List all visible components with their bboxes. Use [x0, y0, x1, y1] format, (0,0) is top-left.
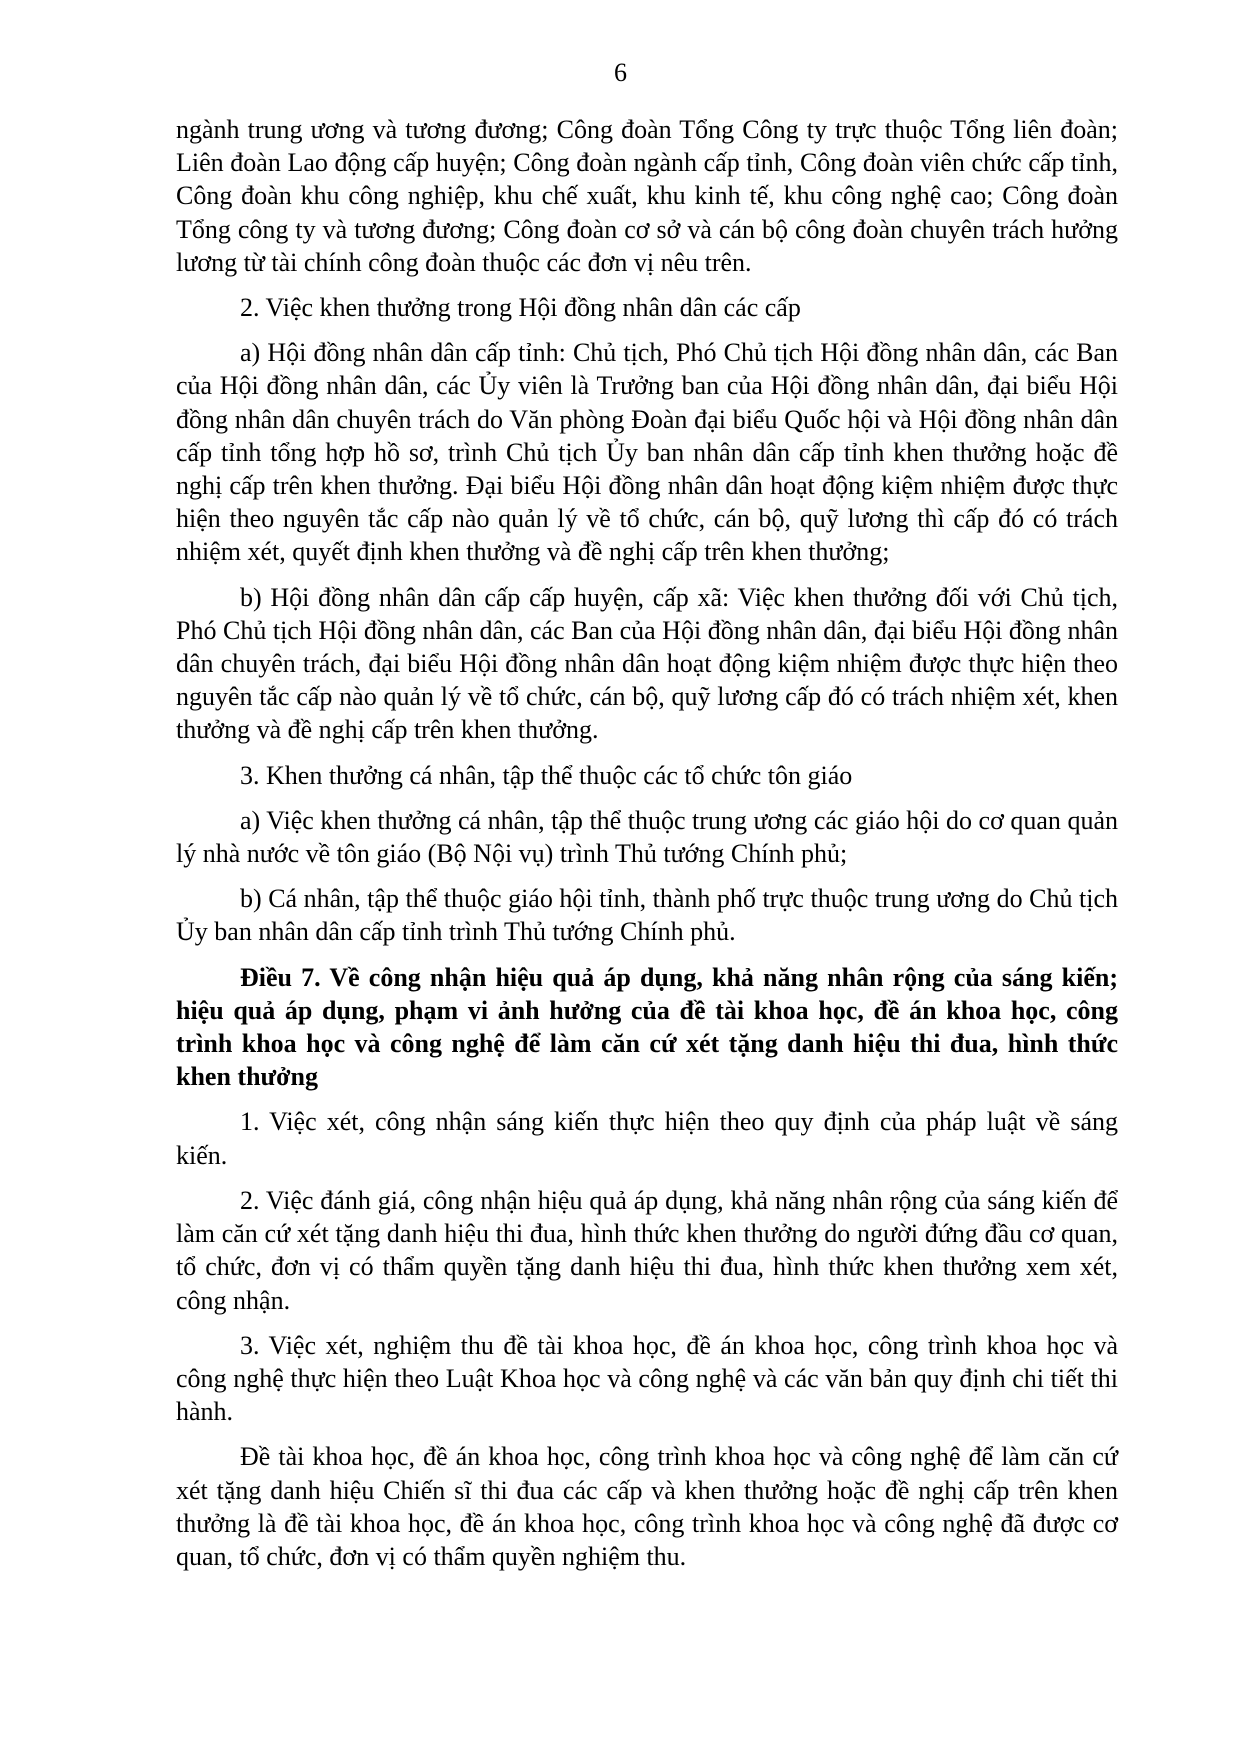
article-7-closing-paragraph: Đề tài khoa học, đề án khoa học, công trình khoa học và công nghệ để làm căn cứ xét tặng danh hiệu Chiến sĩ thi đua các cấp và khen thưởng hoặc đề nghị cấp trên khen thưởng là đề tài khoa học, đề án khoa học, công trình khoa học và công nghệ đã được cơ quan, tổ chức, đơn vị có thẩm quyền nghiệm thu.: [176, 1442, 1118, 1571]
section-3-title: 3. Khen thưởng cá nhân, tập thể thuộc các tổ chức tôn giáo: [240, 760, 853, 790]
section-2-title: 2. Việc khen thưởng trong Hội đồng nhân dân các cấp: [240, 293, 801, 323]
section-3a-paragraph: a) Việc khen thưởng cá nhân, tập thể thuộc trung ương các giáo hội do cơ quan quản lý nhà nước về tôn giáo (Bộ Nội vụ) trình Thủ tướng Chính phủ;: [176, 805, 1118, 869]
document-body: [176, 113, 1118, 1585]
paragraph-continuation: ngành trung ương và tương đương; Công đoàn Tổng Công ty trực thuộc Tổng liên đoàn; Liên đoàn Lao động cấp huyện; Công đoàn ngành cấp tỉnh, Công đoàn viên chức cấp tỉnh, Công đoàn khu công nghiệp, khu chế xuất, khu kinh tế, khu công nghệ cao; Công đoàn Tổng công ty và tương đương; Công đoàn cơ sở và cán bộ công đoàn chuyên trách hưởng lương từ tài chính công đoàn thuộc các đơn vị nêu trên.: [176, 115, 1118, 277]
article-7-item-2: 2. Việc đánh giá, công nhận hiệu quả áp dụng, khả năng nhân rộng của sáng kiến để làm căn cứ xét tặng danh hiệu thi đua, hình thức khen thưởng do người đứng đầu cơ quan, tổ chức, đơn vị có thẩm quyền tặng danh hiệu thi đua, hình thức khen thưởng xem xét, công nhận.: [176, 1185, 1118, 1315]
section-2a-paragraph: a) Hội đồng nhân dân cấp tỉnh: Chủ tịch, Phó Chủ tịch Hội đồng nhân dân, các Ban của Hội đồng nhân dân, các Ủy viên là Trưởng ban của Hội đồng nhân dân, đại biểu Hội đồng nhân dân chuyên trách do Văn phòng Đoàn đại biểu Quốc hội và Hội đồng nhân dân cấp tỉnh tổng hợp hồ sơ, trình Chủ tịch Ủy ban nhân dân cấp tỉnh khen thưởng hoặc đề nghị cấp trên khen thưởng. Đại biểu Hội đồng nhân dân hoạt động kiệm nhiệm được thực hiện theo nguyên tắc cấp nào quản lý về tổ chức, cán bộ, quỹ lương thì cấp đó có trách nhiệm xét, quyết định khen thưởng và đề nghị cấp trên khen thưởng;: [176, 338, 1118, 567]
section-2b-paragraph: b) Hội đồng nhân dân cấp cấp huyện, cấp xã: Việc khen thưởng đối với Chủ tịch, Phó Chủ tịch Hội đồng nhân dân, các Ban của Hội đồng nhân dân, đại biểu Hội đồng nhân dân chuyên trách, đại biểu Hội đồng nhân dân hoạt động kiệm nhiệm được thực hiện theo nguyên tắc cấp nào quản lý về tổ chức, cán bộ, quỹ lương cấp đó có trách nhiệm xét, khen thưởng và đề nghị cấp trên khen thưởng.: [176, 582, 1118, 745]
page-number: 6: [614, 58, 627, 87]
article-7-item-3: 3. Việc xét, nghiệm thu đề tài khoa học, đề án khoa học, công trình khoa học và công nghệ thực hiện theo Luật Khoa học và công nghệ và các văn bản quy định chi tiết thi hành.: [176, 1330, 1118, 1427]
article-7-item-1: 1. Việc xét, công nhận sáng kiến thực hiện theo quy định của pháp luật về sáng kiến.: [176, 1107, 1118, 1170]
article-7-heading: Điều 7. Về công nhận hiệu quả áp dụng, khả năng nhân rộng của sáng kiến; hiệu quả áp dụng, phạm vi ảnh hưởng của đề tài khoa học, đề án khoa học, công trình khoa học và công nghệ để làm căn cứ xét tặng danh hiệu thi đua, hình thức khen thưởng: [176, 962, 1118, 1092]
section-3b-paragraph: b) Cá nhân, tập thể thuộc giáo hội tỉnh, thành phố trực thuộc trung ương do Chủ tịch Ủy ban nhân dân cấp tỉnh trình Thủ tướng Chính phủ.: [176, 884, 1118, 947]
